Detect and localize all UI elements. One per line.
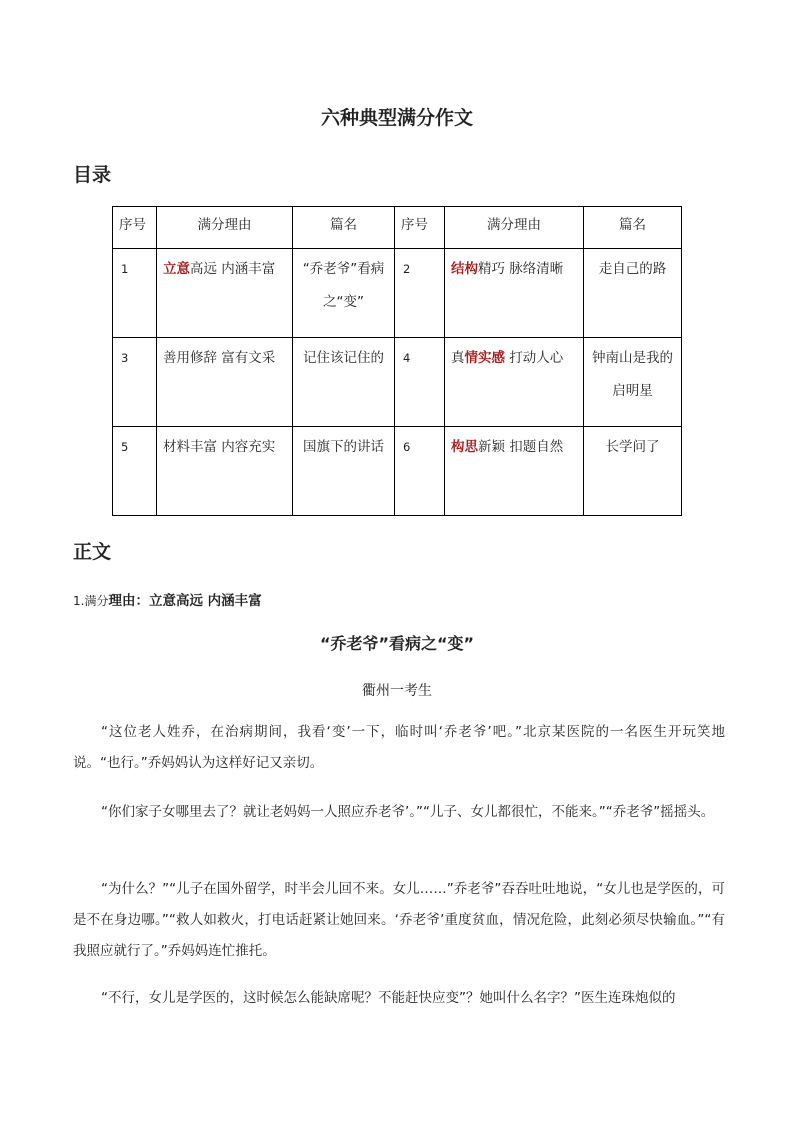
row-number: 4: [395, 338, 445, 427]
row-number: 5: [113, 427, 157, 516]
reason-text: 善用修辞 富有文采: [163, 350, 276, 366]
section-number: 1.: [73, 594, 85, 608]
reason-text: 材料丰富 内容充实: [163, 439, 276, 455]
table-row: [113, 338, 682, 427]
reason-highlight: 情实感: [464, 350, 505, 366]
title-cell[interactable]: “乔老爷”看病之“变”: [293, 249, 395, 338]
row-number: 2: [395, 249, 445, 338]
header-cell: 序号: [395, 207, 445, 249]
reason-highlight: 结构: [451, 261, 478, 277]
body-heading: 正文: [73, 541, 112, 563]
header-cell: 满分理由: [445, 207, 584, 249]
reason-text: 打动人心: [505, 350, 564, 366]
reason-cell: [157, 249, 293, 338]
header-cell: 篇名: [584, 207, 682, 249]
essay-title: “乔老爷”看病之“变”: [319, 634, 475, 653]
header-cell: 满分理由: [157, 207, 293, 249]
toc-heading: 目录: [73, 164, 112, 186]
reason-cell: [445, 338, 584, 427]
section-heading: [73, 589, 262, 609]
row-number: 3: [113, 338, 157, 427]
table-row: [113, 427, 682, 516]
essay-author: 衢州一考生: [362, 683, 432, 699]
title-cell[interactable]: 长学问了: [584, 427, 682, 516]
table-row: [113, 249, 682, 338]
reason-cell: [157, 427, 293, 516]
reason-highlight: 构思: [451, 439, 478, 455]
title-cell[interactable]: 记住该记住的: [293, 338, 395, 427]
reason-text: 新颖 扣题自然: [478, 439, 564, 455]
table-header-row: [113, 207, 682, 249]
header-cell: 序号: [113, 207, 157, 249]
title-cell[interactable]: 钟南山是我的启明星: [584, 338, 682, 427]
reason-prefix: 真: [451, 350, 465, 366]
reason-text: 精巧 脉络清晰: [478, 261, 564, 277]
title-cell[interactable]: 走自己的路: [584, 249, 682, 338]
title-cell[interactable]: 国旗下的讲话: [293, 427, 395, 516]
section-prefix: 满分: [84, 594, 109, 608]
reason-text: 高远 内涵丰富: [190, 261, 276, 277]
row-number: 6: [395, 427, 445, 516]
paragraph: “为什么？”“儿子在国外留学，时半会儿回不来。女儿……”乔老爷”吞吞吐吐地说，“女儿也是学医的，可是不在身边哪。”“救人如救火，打电话赶紧让她回来。‘乔老爷’重度贫血，情况危险，此刻必须尽快输血。”“有我照应就行了。”乔妈妈连忙推托。: [73, 881, 725, 959]
paragraph: “不行，女儿是学医的，这时候怎么能缺席呢？不能赶快应变”？她叫什么名字？”医生连珠炮似的: [101, 990, 676, 1006]
paragraph: “这位老人姓乔，在治病期间，我看‘变’一下，临时叫‘乔老爷’吧。”北京某医院的一名医生开玩笑地说。“也行。”乔妈妈认为这样好记又亲切。: [73, 724, 725, 771]
reason-cell: [445, 427, 584, 516]
row-number: 1: [113, 249, 157, 338]
reason-cell: [157, 338, 293, 427]
section-label: 理由：立意高远 内涵丰富: [108, 593, 262, 609]
header-cell: 篇名: [293, 207, 395, 249]
reason-cell: [445, 249, 584, 338]
reason-highlight: 立意: [163, 261, 190, 277]
toc-table: [112, 206, 682, 516]
document-title: 六种典型满分作文: [320, 107, 473, 129]
paragraph: “你们家子女哪里去了？就让老妈妈一人照应乔老爷’。”“儿子、女儿都很忙，不能来。”“乔老爷”摇摇头。: [101, 804, 715, 820]
